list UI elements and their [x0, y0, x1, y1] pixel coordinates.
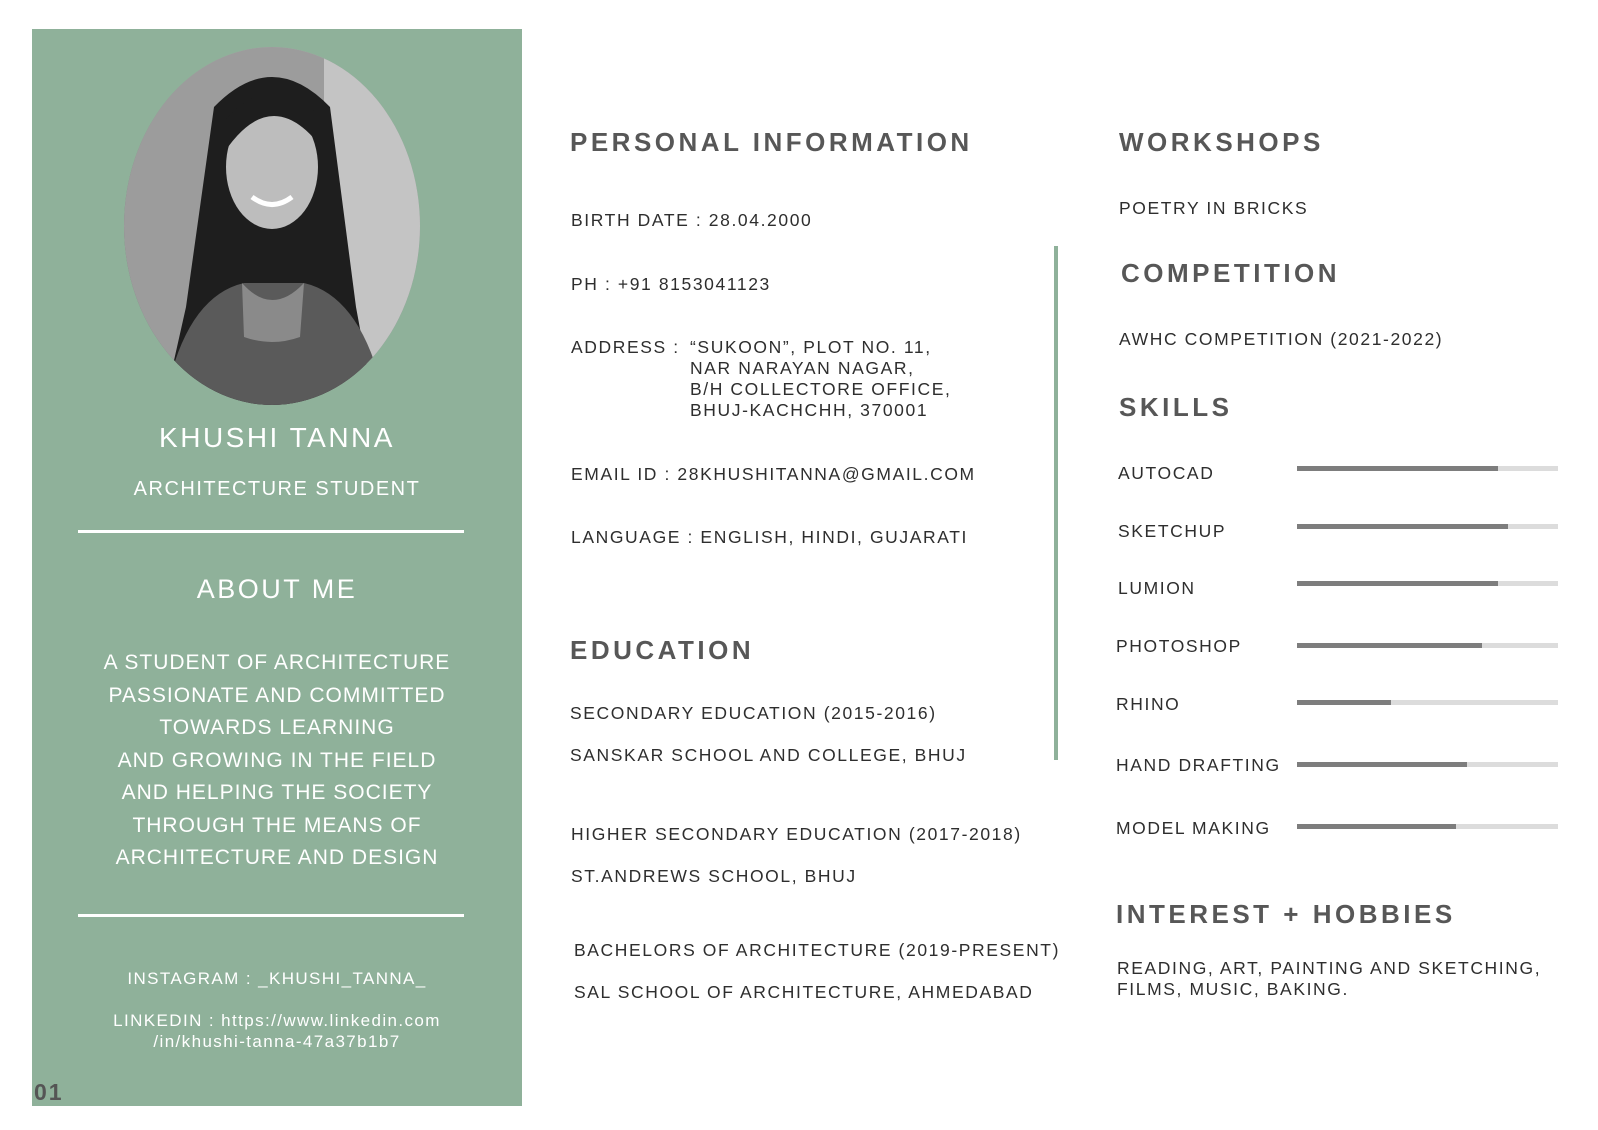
skill-label: MODEL MAKING — [1116, 818, 1271, 838]
skill-bar-fill — [1297, 466, 1498, 471]
profile-photo — [124, 47, 420, 405]
education-degree: SECONDARY EDUCATION (2015-2016) — [570, 703, 937, 723]
education-school: SANSKAR SCHOOL AND COLLEGE, BHUJ — [570, 745, 967, 765]
birth-date: BIRTH DATE : 28.04.2000 — [571, 210, 813, 230]
education-degree: BACHELORS OF ARCHITECTURE (2019-PRESENT) — [574, 940, 1061, 960]
column-divider — [1054, 246, 1058, 760]
about-line: ARCHITECTURE AND DESIGN — [115, 846, 439, 869]
about-line: A STUDENT OF ARCHITECTURE — [103, 651, 451, 674]
about-line: AND HELPING THE SOCIETY — [121, 781, 433, 804]
skill-label: HAND DRAFTING — [1116, 755, 1281, 775]
skills-heading: SKILLS — [1119, 392, 1233, 422]
skill-bar-fill — [1297, 643, 1482, 648]
address-line: BHUJ-KACHCHH, 370001 — [690, 400, 929, 420]
sidebar-divider-top — [78, 530, 464, 533]
about-line: TOWARDS LEARNING — [159, 716, 395, 739]
skill-bar-fill — [1297, 700, 1391, 705]
competition-heading: COMPETITION — [1121, 258, 1341, 288]
about-line: PASSIONATE AND COMMITTED — [108, 683, 446, 707]
about-title: ABOUT ME — [196, 574, 358, 604]
linkedin-line-2: /in/khushi-tanna-47a37b1b7 — [153, 1032, 401, 1051]
skill-bar — [1297, 643, 1558, 648]
skill-bar — [1297, 581, 1558, 586]
skill-bar — [1297, 524, 1558, 529]
education-heading: EDUCATION — [570, 635, 755, 665]
interests-line: FILMS, MUSIC, BAKING. — [1117, 979, 1349, 999]
workshop-item: POETRY IN BRICKS — [1119, 198, 1309, 218]
education-school: SAL SCHOOL OF ARCHITECTURE, AHMEDABAD — [574, 982, 1034, 1002]
skill-bar — [1297, 466, 1558, 471]
profile-name: KHUSHI TANNA — [159, 422, 395, 453]
personal-info-heading: PERSONAL INFORMATION — [570, 127, 973, 157]
competition-item: AWHC COMPETITION (2021-2022) — [1119, 329, 1444, 349]
address-label: ADDRESS : — [571, 337, 680, 357]
address-line: NAR NARAYAN NAGAR, — [690, 358, 915, 378]
page-number: 01 — [34, 1079, 64, 1105]
skill-bar-fill — [1297, 524, 1508, 529]
instagram-handle: INSTAGRAM : _KHUSHI_TANNA_ — [127, 969, 427, 988]
languages: LANGUAGE : ENGLISH, HINDI, GUJARATI — [571, 527, 968, 547]
skill-bar-fill — [1297, 824, 1456, 829]
address-line: B/H COLLECTORE OFFICE, — [690, 379, 952, 399]
skill-label: RHINO — [1116, 694, 1181, 714]
about-line: THROUGH THE MEANS OF — [132, 813, 422, 837]
skill-label: SKETCHUP — [1118, 521, 1227, 541]
workshops-heading: WORKSHOPS — [1119, 127, 1324, 157]
linkedin-line-1: LINKEDIN : https://www.linkedin.com — [113, 1011, 441, 1030]
about-text — [62, 647, 492, 875]
skill-label: LUMION — [1118, 578, 1196, 598]
skill-bar — [1297, 824, 1558, 829]
sidebar-divider-bottom — [78, 914, 464, 917]
email-address: EMAIL ID : 28KHUSHITANNA@GMAIL.COM — [571, 464, 976, 484]
interests-line: READING, ART, PAINTING AND SKETCHING, — [1117, 958, 1542, 978]
about-line: AND GROWING IN THE FIELD — [117, 748, 437, 772]
skill-bar-fill — [1297, 762, 1467, 767]
education-school: ST.ANDREWS SCHOOL, BHUJ — [571, 866, 857, 886]
skill-bar — [1297, 700, 1558, 705]
linkedin-link[interactable] — [32, 1010, 522, 1052]
skill-bar — [1297, 762, 1558, 767]
interests-heading: INTEREST + HOBBIES — [1116, 899, 1456, 929]
education-degree: HIGHER SECONDARY EDUCATION (2017-2018) — [571, 824, 1022, 844]
profile-sidebar — [32, 29, 522, 1106]
address-line: “SUKOON”, PLOT NO. 11, — [690, 337, 932, 357]
skill-bar-fill — [1297, 581, 1498, 586]
profile-role: ARCHITECTURE STUDENT — [133, 478, 421, 500]
phone-number: PH : +91 8153041123 — [571, 274, 771, 294]
skill-label: AUTOCAD — [1118, 463, 1215, 483]
skill-label: PHOTOSHOP — [1116, 636, 1242, 656]
